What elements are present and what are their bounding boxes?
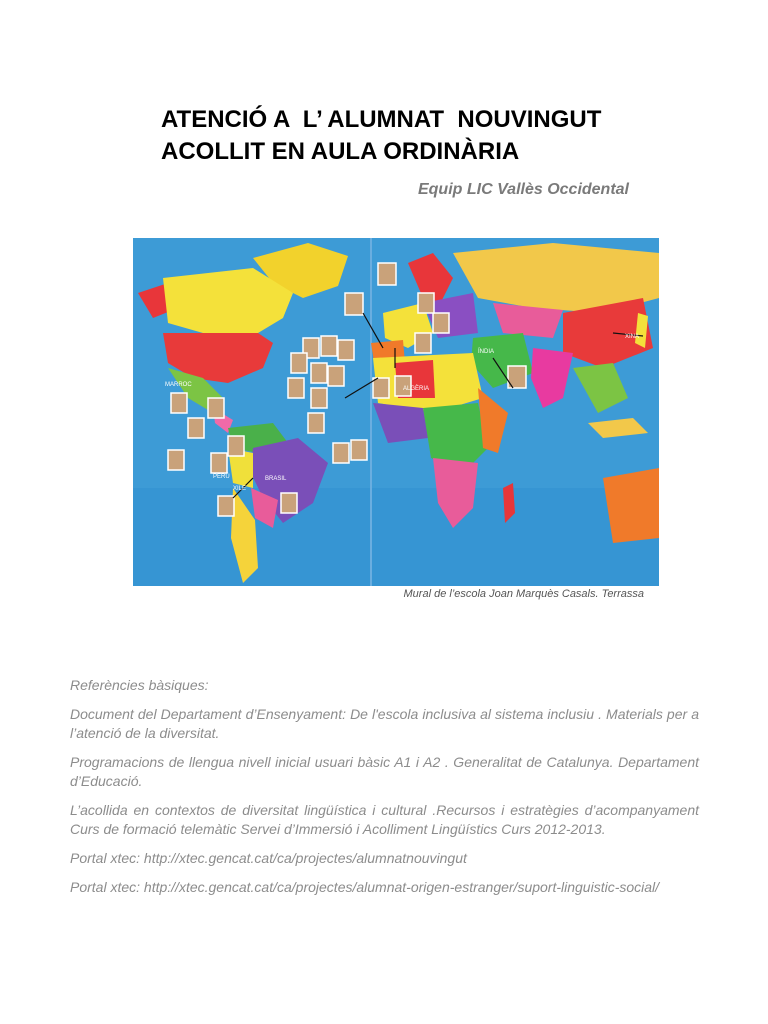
references-section: [70, 676, 699, 907]
world-map-mural: [133, 238, 659, 586]
label-algeria: ALGÈRIA: [403, 386, 430, 392]
title-line-1: ATENCIÓ A L’ ALUMNAT NOUVINGUT: [161, 106, 602, 133]
reference-item: Portal xtec: http://xtec.gencat.cat/ca/projectes/alumnat-origen-estranger/suport-linguistic-social/: [70, 879, 660, 895]
reference-item: Portal xtec: http://xtec.gencat.cat/ca/projectes/alumnatnouvingut: [70, 850, 467, 866]
reference-item: L’acollida en contextos de diversitat lingüística i cultural .Recursos i estratègies d’acompanyament Curs de formació telemàtic Servei d’Immersió i Acolliment Lingüístics Curs 2012-2013.: [70, 802, 699, 837]
label-brasil: BRASIL: [265, 476, 287, 482]
subtitle-author: Equip LIC Vallès Occidental: [417, 181, 629, 198]
reference-item: Programacions de llengua nivell inicial usuari bàsic A1 i A2 . Generalitat de Catalunya. Departament d’Educació.: [70, 754, 699, 789]
reference-item: Document del Departament d’Ensenyament: De l'escola inclusiva al sistema inclusiu . Materials per a l’atenció de la diversitat.: [70, 706, 699, 741]
label-xile: XILE: [233, 486, 247, 492]
label-peru: PERÚ: [213, 474, 230, 480]
ocean-shade: [133, 488, 659, 586]
title-line-2: ACOLLIT EN AULA ORDINÀRIA: [161, 138, 520, 165]
page-title: [161, 104, 661, 168]
references-heading: Referències bàsiques:: [70, 677, 209, 693]
label-xina: XINA: [625, 334, 640, 340]
label-india: ÍNDIA: [478, 349, 495, 355]
label-marroc: MARROC: [165, 382, 192, 388]
image-caption: Mural de l’escola Joan Marquès Casals. Terrassa: [403, 588, 644, 600]
australia: [603, 468, 659, 543]
